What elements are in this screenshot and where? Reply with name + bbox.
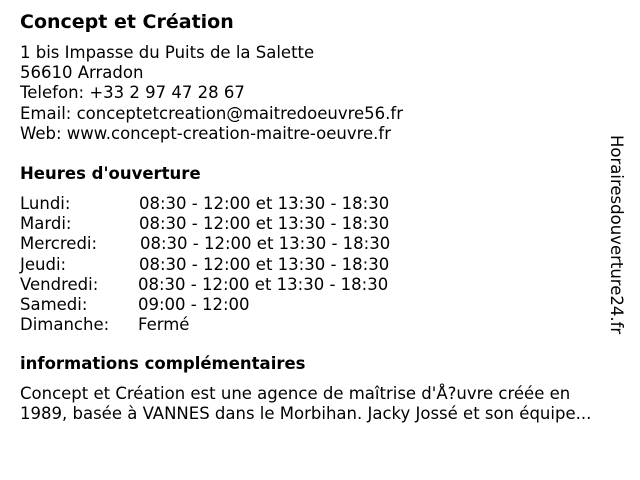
day-label: Lundi:: [20, 194, 71, 213]
website-text: Web: www.concept-creation-maitre-oeuvre.fr: [20, 123, 392, 143]
time-value: 08:30 - 12:00 et 13:30 - 18:30: [139, 194, 390, 213]
time-value: 08:30 - 12:00 et 13:30 - 18:30: [139, 254, 390, 274]
address-line-1: 1 bis Impasse du Puits de la Salette: [20, 43, 315, 62]
day-label: Jeudi:: [20, 254, 67, 274]
site-watermark: Horairesdouverture24.fr: [607, 135, 626, 335]
additional-info-heading: informations complémentaires: [20, 354, 306, 373]
day-label: Vendredi:: [20, 274, 99, 294]
description-line-1: Concept et Création est une agence de maîtrise d'Å?uvre créée en: [20, 384, 571, 403]
phone-text: Telefon: +33 2 97 47 28 67: [20, 83, 245, 103]
day-label: Mardi:: [20, 214, 72, 234]
description-text: [20, 384, 635, 424]
day-label: Dimanche:: [20, 315, 110, 335]
time-value: 09:00 - 12:00: [138, 294, 250, 314]
day-label: Mercredi:: [20, 234, 98, 254]
time-value: Fermé: [138, 315, 190, 335]
description-line-2: 1989, basée à VANNES dans le Morbihan. Jacky Jossé et son équipe...: [20, 404, 592, 424]
email-text: Email: conceptetcreation@maitredoeuvre56.fr: [20, 103, 404, 123]
time-value: 08:30 - 12:00 et 13:30 - 18:30: [139, 214, 390, 234]
contact-block: [20, 43, 403, 144]
time-value: 08:30 - 12:00 et 13:30 - 18:30: [138, 274, 389, 294]
business-name: Concept et Création: [20, 11, 234, 33]
time-value: 08:30 - 12:00 et 13:30 - 18:30: [140, 234, 391, 254]
opening-hours-heading: Heures d'ouverture: [20, 164, 201, 183]
address-line-2: 56610 Arradon: [20, 63, 144, 83]
day-label: Samedi:: [20, 294, 88, 314]
